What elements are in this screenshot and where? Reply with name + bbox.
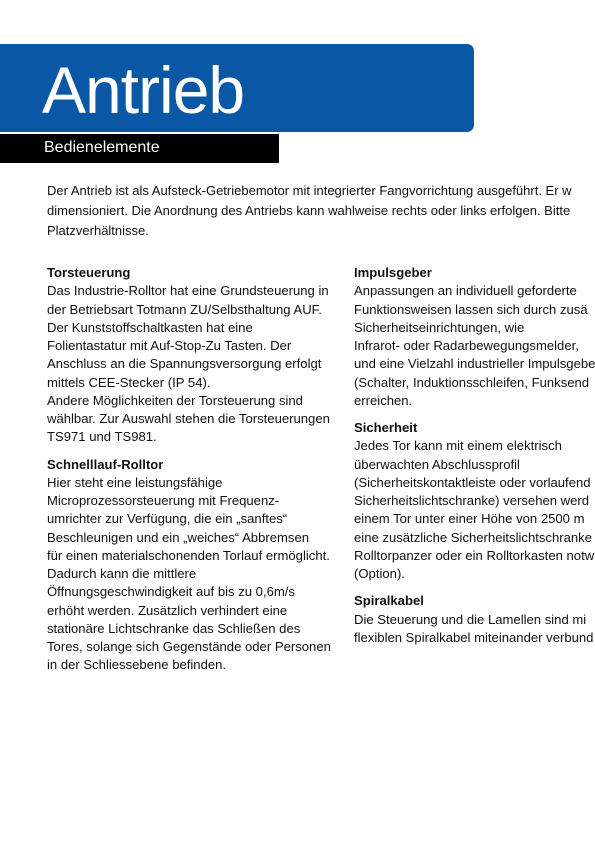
right-column: [354, 264, 595, 656]
section-heading: Schnelllauf-Rolltor: [47, 456, 164, 472]
section-heading: Spiralkabel: [354, 593, 424, 609]
section-body: Das Industrie-Rolltor hat eine Grundsteuerung in der Betriebsart Totmann ZU/Selbsthaltung AUF. Der Kunststoffschaltkasten hat eine Folientastatur mit Auf-Stop-Zu Tasten. Der Anschluss an die Spannungsversorgung erfolgt mittels CEE-Stecker (IP 54). Andere Möglichkeiten der Torsteuerung sind wählbar. Zur Auswahl stehen die Torsteuerungen TS971 und TS981.: [47, 283, 330, 445]
section-body: Jedes Tor kann mit einem elektrisch überwachten Abschlussprofil (Sicherheitskontaktleiste oder vorlaufend Sicherheitslichtschranke) versehen werd einem Tor unter einer Höhe von 2500 m eine zusätzliche Sicherheitslichtschranke Rolltorpanzer oder ein Rolltorkasten notw (Option).: [354, 438, 595, 581]
intro-paragraph: Der Antrieb ist als Aufsteck-Getriebemotor mit integrierter Fangvorrichtung ausgeführt. Er w dimensioniert. Die Anordnung des Antriebs kann wahlweise rechts oder links erfolgen. Bitte Platzverhältnisse.: [47, 183, 572, 238]
section-torsteuerung: [47, 264, 347, 447]
section-heading: Sicherheit: [354, 420, 418, 435]
left-column: [47, 264, 347, 684]
section-body: Die Steuerung und die Lamellen sind mi flexiblen Spiralkabel miteinander verbund: [354, 611, 594, 645]
section-heading: Torsteuerung: [47, 265, 131, 280]
section-body: Hier steht eine leistungsfähige Microprozessorsteuerung mit Frequenz- umrichter zur Verfügung, die ein „sanftes“ Beschleunigen und ein „weiches“ Abbremsen für einen materialschonenden Torlauf ermöglicht. Dadurch kann die mittlere Öffnungsgeschwindigkeit auf bis zu 0,6m/s erhöht werden. Zusätzlich verhindert eine stationäre Lichtschranke das Schließen des Tores, solange sich Gegenstände oder Personen in der Schliessebene befinden.: [47, 474, 331, 673]
section-impulsgeber: [354, 264, 595, 410]
page-subtitle: Bedienelemente: [44, 139, 160, 156]
section-heading: Impulsgeber: [354, 265, 432, 280]
section-spiralkabel: [354, 592, 595, 647]
section-schnelllauf-rolltor: [47, 456, 347, 675]
section-body: Anpassungen an individuell geforderte Funktionsweisen lassen sich durch zusä Sicherheitseinrichtungen, wie Infrarot- oder Radarbewegungsmelder, und eine Vielzahl industrieller Impulsgebe (Schalter, Induktionsschleifen, Funksend erreichen.: [354, 283, 595, 408]
section-sicherheit: [354, 419, 595, 583]
page-title: Antrieb: [42, 53, 245, 127]
